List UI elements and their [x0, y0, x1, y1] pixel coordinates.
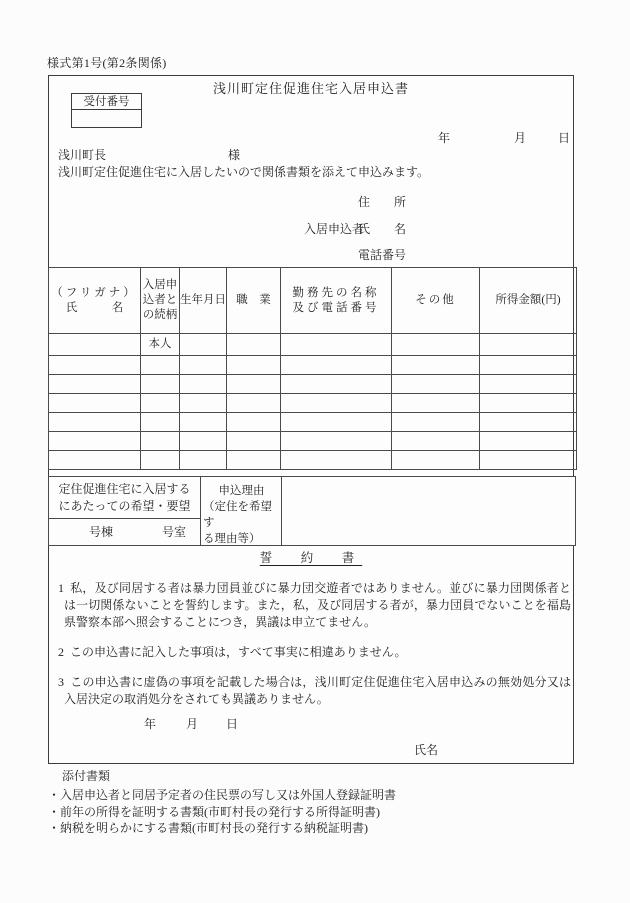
oath-item-2: 2 この申込書に記入した事項は，すべて事実に相違ありません。 — [58, 645, 407, 659]
oath-title: 誓 約 書 — [259, 551, 363, 565]
relation-cell: 本人 — [141, 334, 180, 356]
wish-request-label: 定住促進住宅に入居する にあたっての希望・要望 — [49, 477, 200, 519]
signer-name-label: 氏名 — [414, 743, 439, 757]
table-header-row — [49, 268, 577, 334]
attachments-title: 添付書類 — [62, 769, 111, 783]
building-room-row — [49, 519, 200, 545]
application-reason-field — [282, 477, 575, 545]
day-label: 日 — [226, 717, 239, 731]
year-label: 年 — [438, 131, 451, 145]
request-section — [48, 476, 576, 546]
attachment-item: ・入居申込者と同居予定者の住民票の写し又は外国人登録証明書 — [48, 788, 397, 802]
phone-number-label: 電話番号 — [358, 248, 407, 262]
name-cell — [49, 334, 141, 356]
table-row — [49, 451, 577, 470]
application-statement: 浅川町定住促進住宅に入居したいので関係書類を添えて申込みます。 — [58, 165, 430, 179]
wish-request-cell — [49, 477, 201, 545]
form-border — [48, 75, 574, 764]
col-header-name: （フリガナ） 氏 名 — [49, 268, 141, 334]
room-number-label: 号室 — [162, 524, 187, 539]
day-label: 日 — [558, 131, 571, 145]
building-number-label: 号棟 — [89, 524, 114, 539]
table-row — [49, 356, 577, 375]
household-members-table — [48, 267, 577, 470]
col-header-relation: 入居申 込者と の続柄 — [141, 268, 180, 334]
oath-item-1: 1 私，及び同居する者は暴力団員並びに暴力団交遊者ではありません。並びに暴力団関係者とは一切関係ないことを誓約します。また，私，及び同居する者が，暴力団員でないことを福島県警察本部へ照会することにつき，異議は申立てません。 — [58, 581, 571, 629]
table-row — [49, 375, 577, 394]
attachment-item: ・納税を明らかにする書類(市町村長の発行する納税証明書) — [48, 821, 368, 835]
addressee-honorific: 様 — [228, 148, 241, 162]
oath-item-3: 3 この申込書に虚偽の事項を記載した場合は，浅川町定住促進住宅入居申込みの無効処分又は入居決定の取消処分をされても異議ありません。 — [58, 675, 571, 706]
address-label: 住 所 — [358, 195, 407, 209]
reception-number-label: 受付番号 — [72, 94, 141, 110]
attachments-list — [48, 787, 396, 837]
applicant-name-label: 氏 名 — [358, 222, 407, 236]
month-label: 月 — [514, 131, 527, 145]
reception-number-box — [71, 93, 142, 128]
table-row — [49, 432, 577, 451]
attachment-item: ・前年の所得を証明する書類(市町村長の発行する所得証明書) — [48, 804, 380, 819]
table-row-self — [49, 334, 577, 356]
oath-body — [58, 580, 571, 721]
col-header-birthdate: 生年月日 — [180, 268, 227, 334]
year-label: 年 — [144, 717, 157, 731]
application-reason-label: 申込理由 （定住を希望す る理由等） — [201, 477, 282, 545]
form-title: 浅川町定住促進住宅入居申込書 — [212, 81, 409, 96]
col-header-workplace: 勤務先の名称 及び電話番号 — [281, 268, 392, 334]
table-row — [49, 413, 577, 432]
col-header-income: 所得金額(円) — [480, 268, 577, 334]
table-row — [49, 394, 577, 413]
month-label: 月 — [186, 717, 199, 731]
form-number: 様式第1号(第2条関係) — [47, 56, 167, 70]
col-header-other: その他 — [392, 268, 480, 334]
reception-number-field — [72, 110, 141, 127]
addressee: 浅川町長 — [58, 148, 107, 162]
col-header-occupation: 職 業 — [227, 268, 281, 334]
applicant-label: 入居申込者 — [304, 222, 365, 236]
